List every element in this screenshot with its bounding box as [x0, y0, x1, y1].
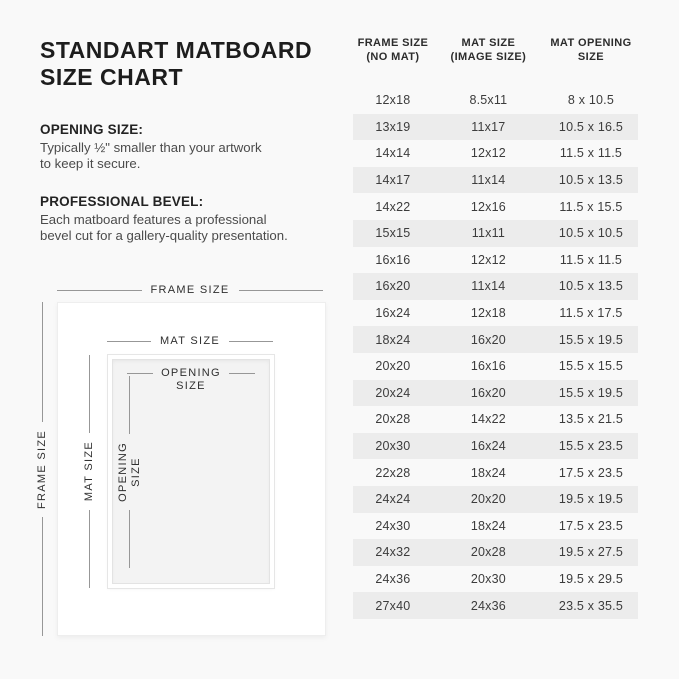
table-cell: 19.5 x 19.5	[558, 492, 623, 507]
page-title-line2: SIZE CHART	[40, 63, 183, 90]
table-cell: 16x20	[375, 279, 411, 294]
table-cell: 24x36	[375, 571, 411, 586]
table-row	[353, 167, 638, 194]
table-cell: 15.5 x 15.5	[558, 359, 623, 374]
table-row	[353, 539, 638, 566]
dimension-rule-line	[239, 290, 324, 291]
opening-size-label-text-line2: SIZE	[176, 380, 206, 392]
table-cell: 18x24	[470, 465, 506, 480]
table-cell: 8.5x11	[469, 93, 508, 108]
table-row	[353, 486, 638, 513]
table-row	[353, 326, 638, 353]
opening-size-label-text-vertical: OPENING SIZE	[116, 442, 142, 502]
table-cell: 18x24	[470, 518, 506, 533]
dimension-rule-line	[89, 510, 90, 588]
opening-size-dimension-label-left	[116, 376, 143, 568]
table-cell: 15.5 x 19.5	[558, 332, 623, 347]
table-cell: 18x24	[375, 332, 411, 347]
size-table-header	[353, 37, 638, 64]
table-cell: 11.5 x 17.5	[559, 306, 623, 321]
dimension-rule-line	[89, 355, 90, 433]
dimension-rule-line	[229, 373, 255, 374]
table-cell: 23.5 x 35.5	[558, 598, 623, 613]
table-cell: 24x30	[375, 518, 411, 533]
dimension-rule-line	[42, 517, 43, 637]
mat-size-label-text-vertical: MAT SIZE	[83, 441, 95, 502]
professional-bevel-section	[40, 194, 288, 244]
opening-size-body	[40, 140, 262, 172]
opening-size-body-line1: Typically ½" smaller than your artwork	[40, 140, 262, 155]
frame-size-dimension-label-top	[57, 283, 323, 297]
table-cell: 8 x 10.5	[567, 93, 614, 108]
table-cell: 20x28	[375, 412, 411, 427]
table-cell: 16x24	[470, 439, 506, 454]
table-row	[353, 433, 638, 460]
table-cell: 15.5 x 23.5	[558, 439, 623, 454]
table-cell: 14x17	[375, 173, 411, 188]
frame-size-label-text-vertical: FRAME SIZE	[36, 429, 48, 509]
table-cell: 15x15	[375, 226, 411, 241]
opening-size-label-row1	[125, 367, 257, 379]
frame-size-dimension-label-left	[35, 302, 50, 636]
table-cell: 10.5 x 10.5	[558, 226, 623, 241]
table-row	[353, 114, 638, 141]
table-row	[353, 247, 638, 274]
table-cell: 22x28	[375, 465, 411, 480]
professional-bevel-heading: PROFESSIONAL BEVEL:	[40, 194, 204, 209]
table-row	[353, 406, 638, 433]
table-cell: 12x12	[470, 252, 506, 267]
page-title-line1: STANDART MATBOARD	[40, 37, 313, 63]
column-header-frame-size: FRAME SIZE (NO MAT)	[357, 37, 429, 63]
dimension-rule-line	[129, 376, 130, 434]
table-cell: 12x16	[470, 199, 506, 214]
table-row	[353, 87, 638, 114]
table-row	[353, 459, 638, 486]
table-row	[353, 193, 638, 220]
dimension-rule-line	[229, 341, 273, 342]
table-cell: 20x24	[375, 385, 411, 400]
dimension-rule-line	[57, 290, 142, 291]
table-cell: 16x20	[470, 332, 506, 347]
table-cell: 10.5 x 13.5	[558, 173, 623, 188]
table-cell: 24x24	[375, 492, 411, 507]
table-row	[353, 300, 638, 327]
table-cell: 14x22	[375, 199, 411, 214]
table-cell: 14x14	[375, 146, 411, 161]
table-cell: 20x20	[375, 359, 411, 374]
table-cell: 11.5 x 11.5	[559, 146, 623, 161]
professional-bevel-body	[40, 212, 288, 244]
table-row	[353, 592, 638, 619]
table-row	[353, 380, 638, 407]
column-header-mat-opening-size: MAT OPENING SIZE	[550, 37, 632, 63]
table-cell: 16x20	[470, 385, 506, 400]
professional-bevel-body-line1: Each matboard features a professional	[40, 212, 267, 227]
opening-size-label-text-line1: OPENING	[161, 367, 221, 379]
table-cell: 13x19	[375, 119, 411, 134]
dimension-rule-line	[107, 341, 151, 342]
table-row	[353, 513, 638, 540]
mat-size-label-text: MAT SIZE	[159, 335, 221, 347]
table-row	[353, 353, 638, 380]
column-header-mat-size: MAT SIZE (IMAGE SIZE)	[450, 37, 527, 63]
table-cell: 19.5 x 27.5	[558, 545, 623, 560]
table-cell: 17.5 x 23.5	[558, 518, 623, 533]
table-cell: 20x20	[470, 492, 506, 507]
size-table-body	[353, 87, 638, 619]
table-cell: 13.5 x 21.5	[558, 412, 623, 427]
table-row	[353, 140, 638, 167]
opening-size-dimension-label-top	[125, 367, 257, 392]
table-cell: 10.5 x 13.5	[558, 279, 623, 294]
table-cell: 12x12	[470, 146, 506, 161]
mat-size-dimension-label-top	[107, 334, 273, 348]
table-cell: 24x36	[470, 598, 506, 613]
table-cell: 20x30	[470, 571, 506, 586]
page-title	[40, 37, 312, 90]
table-cell: 20x28	[470, 545, 506, 560]
table-row	[353, 566, 638, 593]
table-row	[353, 273, 638, 300]
dimension-rule-line	[42, 302, 43, 422]
table-cell: 10.5 x 16.5	[558, 119, 623, 134]
dimension-rule-line	[127, 373, 153, 374]
table-cell: 11x14	[471, 279, 506, 294]
mat-size-dimension-label-left	[82, 355, 97, 588]
professional-bevel-body-line2: bevel cut for a gallery-quality presentation.	[40, 227, 288, 243]
table-cell: 11.5 x 11.5	[559, 252, 623, 267]
table-cell: 27x40	[375, 598, 411, 613]
table-row	[353, 220, 638, 247]
table-cell: 16x16	[470, 359, 506, 374]
table-cell: 11x17	[471, 119, 506, 134]
table-cell: 20x30	[375, 439, 411, 454]
table-cell: 12x18	[470, 306, 506, 321]
table-cell: 16x16	[375, 252, 411, 267]
opening-size-heading: OPENING SIZE:	[40, 122, 144, 137]
table-cell: 16x24	[375, 306, 411, 321]
table-cell: 11x14	[471, 173, 506, 188]
table-cell: 11.5 x 15.5	[559, 199, 623, 214]
opening-size-body-line2: to keep it secure.	[40, 155, 141, 171]
opening-size-section	[40, 122, 262, 172]
table-cell: 24x32	[375, 545, 411, 560]
table-cell: 19.5 x 29.5	[558, 571, 623, 586]
frame-size-label-text: FRAME SIZE	[150, 284, 230, 296]
table-cell: 11x11	[471, 226, 505, 241]
dimension-rule-line	[129, 510, 130, 568]
table-cell: 17.5 x 23.5	[558, 465, 623, 480]
table-cell: 15.5 x 19.5	[558, 385, 623, 400]
table-cell: 14x22	[470, 412, 506, 427]
table-cell: 12x18	[375, 93, 411, 108]
